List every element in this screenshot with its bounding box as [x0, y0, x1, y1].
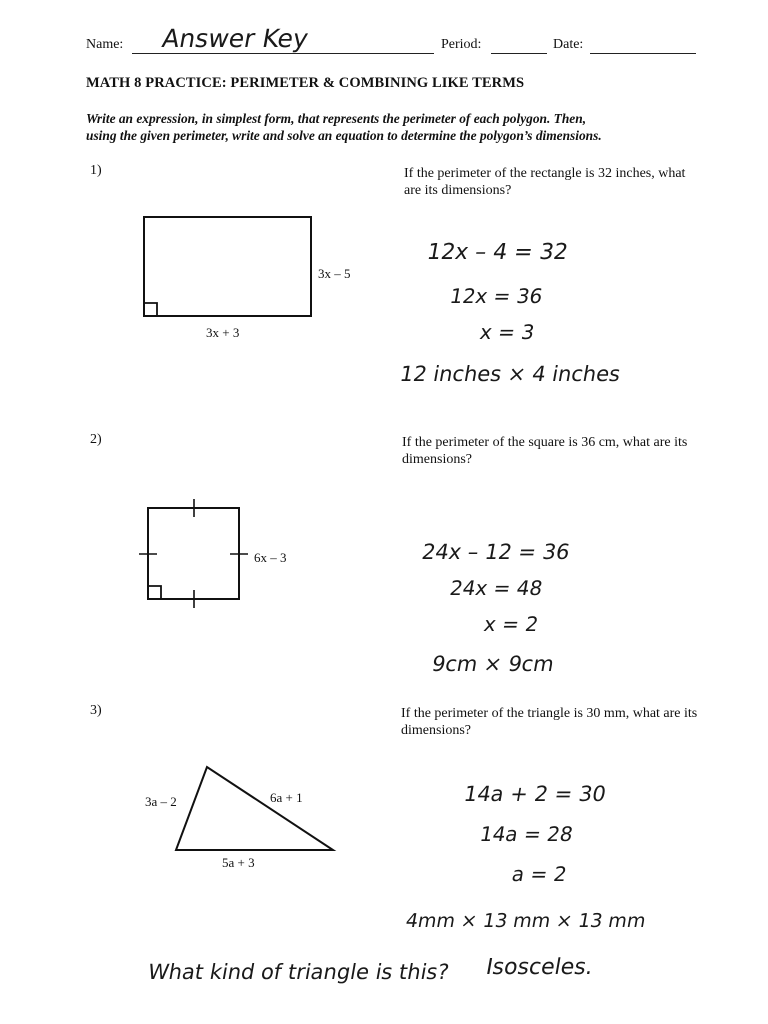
page-title: MATH 8 PRACTICE: PERIMETER & COMBINING LIKE TERMS — [86, 75, 525, 91]
work-line: 24x = 48 — [448, 576, 545, 600]
square-side-right: 6x – 3 — [254, 550, 287, 565]
work-line: 14a + 2 = 30 — [462, 782, 608, 806]
work-line: a = 2 — [510, 862, 569, 886]
work-line: 12x = 36 — [448, 284, 545, 308]
problem-question: If the perimeter of the triangle is 30 mm, what are its dimensions? — [401, 706, 698, 738]
triangle-side-bottom: 5a + 3 — [222, 855, 255, 870]
problem-question: If the perimeter of the square is 36 cm, what are its dimensions? — [402, 435, 688, 467]
rectangle-side-bottom: 3x + 3 — [206, 325, 240, 340]
work-answer: 9cm × 9cm — [430, 652, 556, 676]
name-value: Answer Key — [160, 24, 311, 53]
work-line: 14a = 28 — [478, 822, 575, 846]
work-line: x = 3 — [478, 320, 537, 344]
work-answer: 4mm × 13 mm × 13 mm — [404, 910, 648, 932]
triangle-side-right: 6a + 1 — [270, 790, 303, 805]
footer-question: What kind of triangle is this? — [146, 960, 451, 984]
work-line: x = 2 — [482, 612, 541, 636]
work-line: 24x – 12 = 36 — [420, 540, 572, 564]
work-answer: 12 inches × 4 inches — [398, 362, 623, 386]
footer-answer: Isosceles. — [484, 955, 596, 980]
triangle-shape — [176, 767, 333, 850]
problem-number: 1) — [90, 163, 102, 178]
date-label: Date: — [553, 37, 584, 52]
problem-number: 3) — [90, 703, 102, 718]
name-label: Name: — [86, 37, 124, 52]
work-line: 12x – 4 = 32 — [425, 240, 570, 265]
triangle-side-left: 3a – 2 — [145, 794, 177, 809]
instructions-line-1: Write an expression, in simplest form, that represents the perimeter of each polygon. Then, — [86, 111, 587, 126]
problem-question: If the perimeter of the rectangle is 32 inches, what are its dimensions? — [404, 166, 686, 198]
instructions-line-2: using the given perimeter, write and solve an equation to determine the polygon’s dimensions. — [86, 128, 602, 143]
period-label: Period: — [441, 37, 482, 52]
rectangle-side-right: 3x – 5 — [318, 266, 351, 281]
problem-number: 2) — [90, 432, 102, 447]
